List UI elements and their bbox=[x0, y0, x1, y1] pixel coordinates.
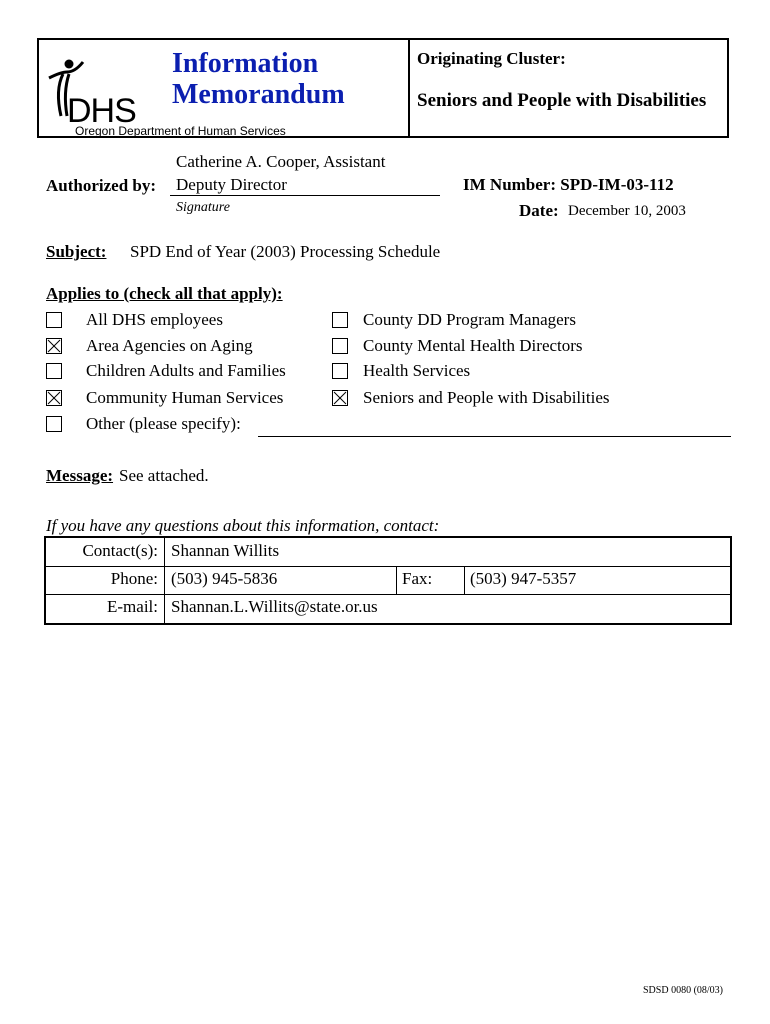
checkbox[interactable] bbox=[46, 338, 62, 354]
contacts-label: Contact(s): bbox=[82, 541, 158, 560]
table-divider bbox=[46, 566, 730, 567]
im-number: IM Number: SPD-IM-03-112 bbox=[463, 175, 674, 194]
dhs-logo bbox=[45, 58, 165, 130]
memo-title-line2: Memorandum bbox=[172, 79, 345, 110]
authorized-by-label: Authorized by: bbox=[46, 176, 157, 195]
signature-label: Signature bbox=[176, 200, 230, 215]
fax-value: (503) 947-5357 bbox=[470, 569, 577, 588]
cluster-value: Seniors and People with Disabilities bbox=[417, 90, 707, 111]
checkmark-x-icon bbox=[47, 339, 61, 353]
applies-to-label: Applies to (check all that apply): bbox=[46, 284, 283, 303]
cluster-label: Originating Cluster: bbox=[417, 49, 566, 68]
checkbox-label: Health Services bbox=[363, 361, 471, 380]
phone-value: (503) 945-5836 bbox=[171, 569, 278, 588]
fax-label: Fax: bbox=[402, 569, 433, 588]
signature-line bbox=[170, 195, 440, 196]
checkbox[interactable] bbox=[332, 363, 348, 379]
header-divider bbox=[408, 40, 410, 136]
phone-label: Phone: bbox=[110, 569, 158, 588]
checkbox[interactable] bbox=[46, 363, 62, 379]
department-name: Oregon Department of Human Services bbox=[75, 124, 286, 138]
date-value: December 10, 2003 bbox=[568, 203, 686, 219]
contacts-value: Shannan Willits bbox=[171, 541, 280, 560]
subject-label: Subject: bbox=[46, 242, 107, 261]
dhs-logo-text: DHS bbox=[67, 92, 136, 130]
checkbox[interactable] bbox=[46, 312, 62, 328]
table-divider bbox=[164, 538, 165, 623]
memo-title bbox=[172, 48, 345, 110]
checkbox[interactable] bbox=[332, 390, 348, 406]
contact-intro: If you have any questions about this information, contact: bbox=[46, 516, 440, 535]
checkbox-label: All DHS employees bbox=[86, 310, 223, 329]
table-divider bbox=[396, 566, 397, 594]
checkbox[interactable] bbox=[46, 390, 62, 406]
authorizer-name-line1: Catherine A. Cooper, Assistant bbox=[176, 152, 386, 171]
checkbox-label: Other (please specify): bbox=[86, 414, 241, 433]
checkmark-x-icon bbox=[47, 391, 61, 405]
subject-value: SPD End of Year (2003) Processing Schedule bbox=[130, 242, 441, 261]
checkbox-label: County Mental Health Directors bbox=[363, 336, 583, 355]
checkmark-x-icon bbox=[333, 391, 347, 405]
form-number: SDSD 0080 (08/03) bbox=[643, 985, 724, 996]
date-label: Date: bbox=[519, 201, 559, 220]
table-divider bbox=[464, 566, 465, 594]
memo-title-line1: Information bbox=[172, 48, 319, 79]
table-divider bbox=[46, 594, 730, 595]
checkbox[interactable] bbox=[46, 416, 62, 432]
message-value: See attached. bbox=[119, 466, 209, 485]
email-value: Shannan.L.Willits@state.or.us bbox=[171, 597, 378, 616]
checkbox-label: County DD Program Managers bbox=[363, 310, 576, 329]
message-label: Message: bbox=[46, 466, 114, 485]
other-specify-field[interactable] bbox=[258, 436, 731, 437]
checkbox-label: Area Agencies on Aging bbox=[86, 336, 253, 355]
checkbox-label: Community Human Services bbox=[86, 388, 284, 407]
authorizer-name-line2: Deputy Director bbox=[176, 175, 287, 194]
checkbox[interactable] bbox=[332, 338, 348, 354]
checkbox-label: Seniors and People with Disabilities bbox=[363, 388, 610, 407]
email-label: E-mail: bbox=[107, 597, 158, 616]
checkbox[interactable] bbox=[332, 312, 348, 328]
checkbox-label: Children Adults and Families bbox=[86, 361, 286, 380]
memo-header bbox=[37, 38, 729, 138]
contact-table bbox=[44, 536, 732, 625]
